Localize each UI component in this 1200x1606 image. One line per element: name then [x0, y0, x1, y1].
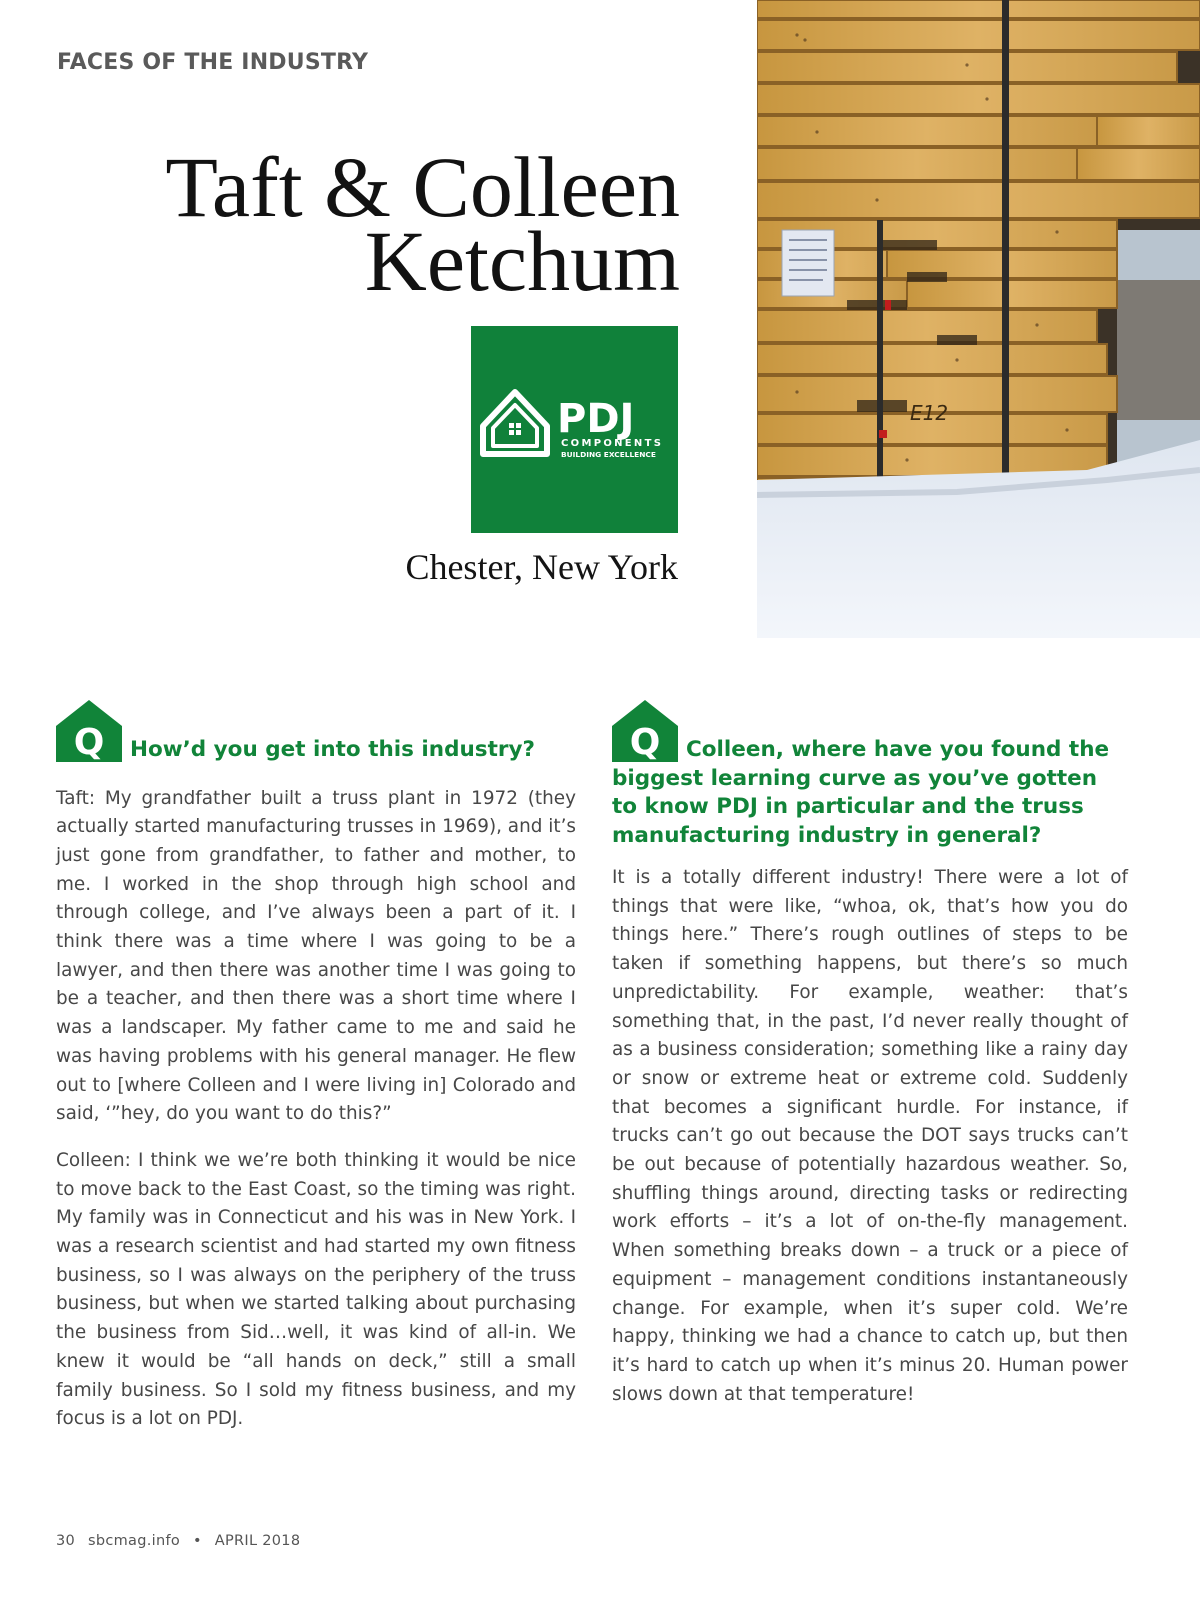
footer-site-link[interactable]: sbcmag.info	[87, 1533, 181, 1549]
q-icon-letter: Q	[73, 722, 105, 762]
house-logo-icon	[471, 326, 678, 533]
location: Chester, New York	[405, 547, 678, 587]
logo-wordmark: PDJ	[557, 396, 635, 442]
section-tag: FACES OF THE INDUSTRY	[57, 50, 369, 75]
logo-line-2: BUILDING EXCELLENCE	[561, 450, 656, 459]
footer-separator: •	[192, 1533, 202, 1549]
answer-1-colleen: Colleen: I think we we’re both thinking it would be nice to move back to the East Coast, so the timing was right. My family was in Connecticut and his was in New York. I was a research scientist and had started my own fitness business, so I was always on the periphery of the truss business, but when we started talking about purchasing the business from Sid…well, it was kind of all-in. We knew it would be “all hands on deck,” still a small family business. So I sold my fitness business, and my focus is a lot on PDJ.	[56, 1149, 576, 1430]
footer-issue: APRIL 2018	[214, 1533, 301, 1549]
logo-line-1: COMPONENTS	[561, 438, 664, 449]
title-line-1: Taft & Colleen	[165, 139, 680, 235]
page-footer	[56, 1533, 308, 1549]
pdj-logo	[471, 326, 678, 533]
qa-left-column	[56, 700, 576, 1434]
q-house-icon	[612, 700, 678, 762]
lumber-photo	[757, 0, 1200, 638]
q-icon-letter: Q	[629, 722, 661, 762]
lumber-stack-photo-icon	[757, 0, 1200, 638]
answer-1-taft: Taft: My grandfather built a truss plant in 1972 (they actually started manufacturing trusses in 1969), and it’s just gone from grandfather, to father and mother, to me. I worked in the shop through high school and through college, and I’ve always been a part of it. I think there was a time where I was going to be a lawyer, and then there was another time I was going to be a teacher, and then there was a short time where I was a landscaper. My father came to me and said he was having problems with his general manager. He flew out to [where Colleen and I were living in] Colorado and said, ‘”hey, do you want to do this?”	[56, 787, 577, 1125]
answer-2: It is a totally different industry! There were a lot of things that were like, “whoa, ok, that’s how you do things here.” There’s rough outlines of steps to be taken if something happens, but there’s so much unpredictability. For example, weather: that’s something that, in the past, I’d never really thought of as a business consideration; something like a rainy day or snow or extreme heat or extreme cold. Suddenly that becomes a significant hurdle. For instance, if trucks can’t go out because the DOT says trucks can’t be out because of potentially hazardous weather. So, shuffling things around, directing tasks or redirecting work efforts – it’s a lot of on-the-fly management. When something breaks down – a truck or a piece of equipment – management conditions instantaneously change. For example, when it’s super cold. We’re happy, thinking we had a chance to catch up, but then it’s hard to catch up when it’s minus 20. Human power slows down at that temperature!	[612, 867, 1128, 1405]
q-house-icon	[56, 700, 122, 762]
question-heading-2	[612, 700, 1128, 850]
question-heading-1	[56, 700, 576, 765]
question-2: Colleen, where have you found the biggest learning curve as you’ve gotten to know PDJ in particular and the truss manufacturing industry in general?	[612, 737, 1110, 848]
article-title	[60, 139, 680, 309]
page-number: 30	[56, 1533, 76, 1549]
lumber-chalk-mark: E12	[910, 401, 949, 425]
qa-right-column	[612, 700, 1128, 1409]
question-1: How’d you get into this industry?	[130, 737, 535, 762]
title-line-2: Ketchum	[364, 213, 680, 309]
